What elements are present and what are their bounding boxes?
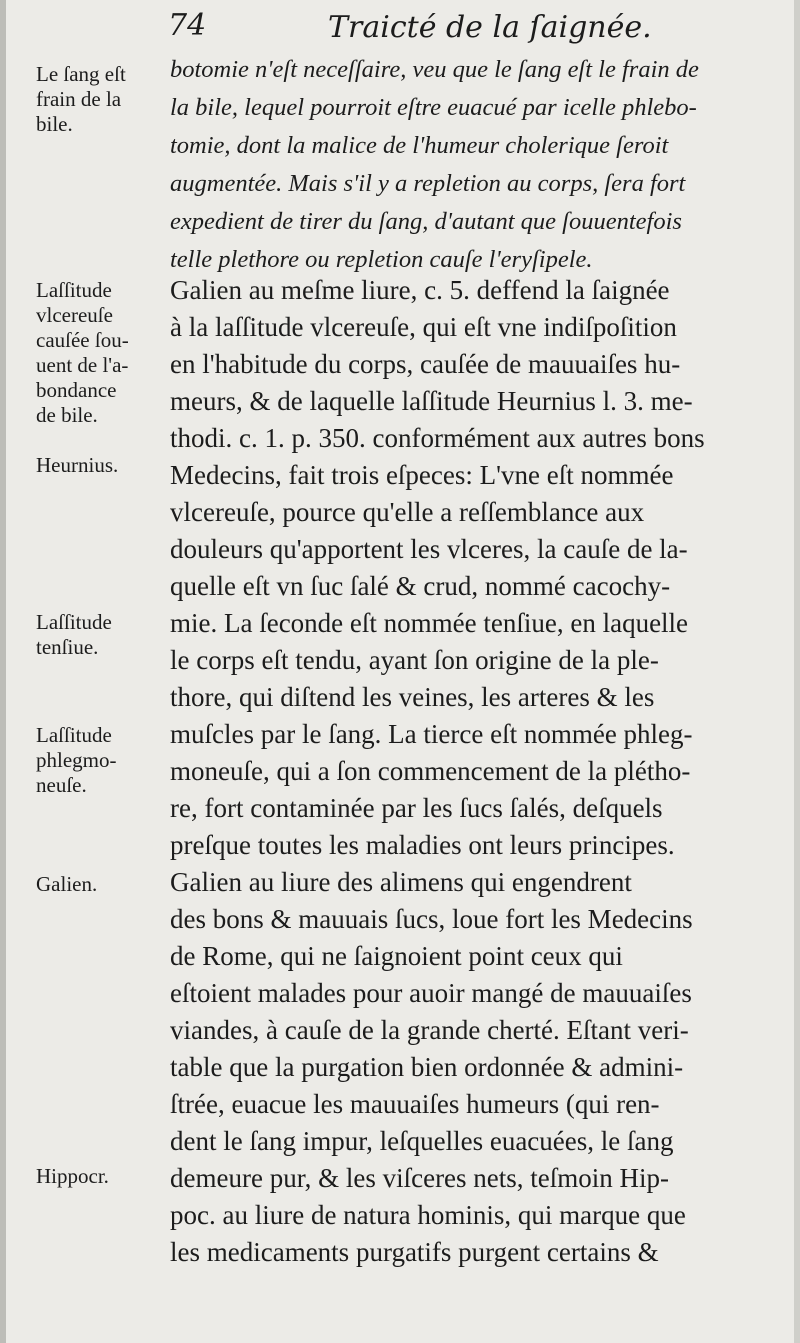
text-line: meurs, & de laquelle laſſitude Heurnius l. 3. me- <box>170 386 693 416</box>
text-line: mie. La ſeconde eſt nommée tenſiue, en laquelle <box>170 608 689 638</box>
margin-note-lassitude-vlcereuse: Laſſitude vlcereuſe cauſée ſou- uent de l'a- bondance de bile. <box>36 278 129 427</box>
text-line: en l'habitude du corps, cauſée de mauuaiſes hu- <box>170 349 681 379</box>
margin-note-galien: Galien. <box>36 872 98 896</box>
text-line: la bile, lequel pourroit eſtre euacué par icelle phlebo- <box>170 94 697 121</box>
text-line: les medicaments purgatifs purgent certains & <box>170 1237 659 1267</box>
text-line: moneuſe, qui a ſon commencement de la plétho- <box>170 756 691 786</box>
text-line: tomie, dont la malice de l'humeur cholerique ſeroit <box>170 132 669 159</box>
text-line: ſtrée, euacue les mauuaiſes humeurs (qui ren- <box>170 1089 660 1119</box>
text-line: viandes, à cauſe de la grande cherté. Eſtant veri- <box>170 1015 689 1045</box>
text-line: muſcles par le ſang. La tierce eſt nommée phleg- <box>170 719 693 749</box>
running-head <box>168 8 740 48</box>
text-line: telle plethore ou repletion cauſe l'eryſipele. <box>170 246 593 273</box>
text-line: poc. au liure de natura hominis, qui marque que <box>170 1200 686 1230</box>
scan-right-edge <box>794 0 800 1343</box>
text-line: Medecins, fait trois eſpeces: L'vne eſt nommée <box>170 460 674 490</box>
text-line: des bons & mauuais ſucs, loue fort les Medecins <box>170 904 693 934</box>
text-line: à la laſſitude vlcereuſe, qui eſt vne indiſpoſition <box>170 312 677 342</box>
text-line: le corps eſt tendu, ayant ſon origine de la ple- <box>170 645 659 675</box>
text-line: Galien au liure des alimens qui engendrent <box>170 867 632 897</box>
text-line: thore, qui diſtend les veines, les arteres & les <box>170 682 655 712</box>
page-number: 74 <box>168 8 207 43</box>
text-line: demeure pur, & les viſceres nets, teſmoin Hip- <box>170 1163 670 1193</box>
text-line: preſque toutes les maladies ont leurs principes. <box>170 830 675 860</box>
text-line: table que la purgation bien ordonnée & admini- <box>170 1052 684 1082</box>
margin-note-heurnius: Heurnius. <box>36 453 119 477</box>
text-line: augmentée. Mais s'il y a repletion au corps, ſera fort <box>170 170 686 197</box>
text-line: thodi. c. 1. p. 350. conformément aux autres bons <box>170 423 705 453</box>
text-line: botomie n'eſt neceſſaire, veu que le ſang eſt le frain de <box>170 56 699 83</box>
text-line: re, fort contaminée par les ſucs ſalés, deſquels <box>170 793 663 823</box>
text-line: dent le ſang impur, leſquelles euacuées, le ſang <box>170 1126 674 1156</box>
text-line: douleurs qu'apportent les vlceres, la cauſe de la- <box>170 534 688 564</box>
scan-left-edge <box>0 0 6 1343</box>
text-line: quelle eſt vn ſuc ſalé & crud, nommé cacochy- <box>170 571 671 601</box>
text-line: expedient de tirer du ſang, d'autant que ſouuentefois <box>170 208 682 235</box>
margin-note-sang: Le ſang eſt frain de la bile. <box>36 62 126 136</box>
text-line: Galien au meſme liure, c. 5. deffend la ſaignée <box>170 275 670 305</box>
margin-note-lassitude-tensiue: Laſſitude tenſiue. <box>36 610 112 659</box>
margin-note-lassitude-phlegmoneuse: Laſſitude phlegmo- neuſe. <box>36 723 117 797</box>
margin-note-hippocr: Hippocr. <box>36 1164 109 1188</box>
running-title: Traicté de la ſaignée. <box>328 10 652 45</box>
text-line: de Rome, qui ne ſaignoient point ceux qui <box>170 941 623 971</box>
text-line: eſtoient malades pour auoir mangé de mauuaiſes <box>170 978 692 1008</box>
text-line: vlcereuſe, pource qu'elle a reſſemblance aux <box>170 497 645 527</box>
